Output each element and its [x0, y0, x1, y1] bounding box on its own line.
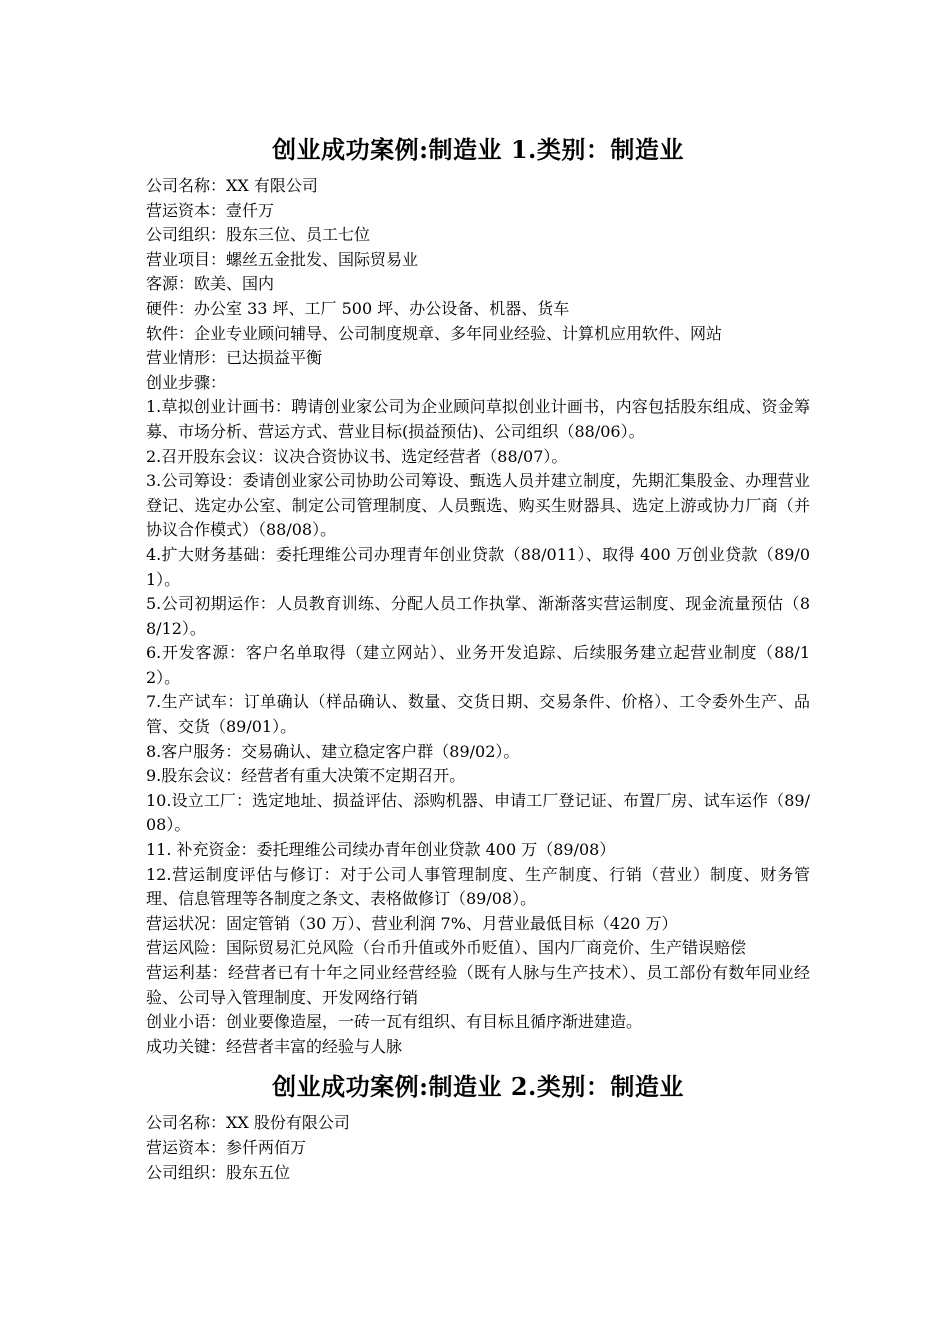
case1-step-7: 7.生产试车：订单确认（样品确认、数量、交货日期、交易条件、价格）、工令委外生产、品管、交货（89/01）。 [146, 692, 810, 737]
case1-business-items: 营业项目：螺丝五金批发、国际贸易业 [146, 249, 419, 269]
case1-step-3: 3.公司筹设：委请创业家公司协助公司筹设、甄选人员并建立制度，先期汇集股金、办理营业登记、选定办公室、制定公司管理制度、人员甄选、购买生财器具、选定上游或协力厂商（并协议合作模式）（88/08）。 [146, 471, 810, 540]
case1-step-1: 1.草拟创业计画书：聘请创业家公司为企业顾问草拟创业计画书，内容包括股东组成、资金筹募、市场分析、营运方式、营业目标(损益预估)、公司组织（88/06）。 [146, 397, 810, 441]
document-page [146, 128, 810, 1185]
case2-organization: 公司组织：股东五位 [146, 1162, 291, 1182]
case1-operating-status: 营运状况：固定管销（30 万）、营业利润 7%、月营业最低目标（420 万） [146, 913, 678, 933]
case1-hardware: 硬件：办公室 33 坪、工厂 500 坪、办公设备、机器、货车 [146, 298, 570, 318]
case1-company-name: 公司名称：XX 有限公司 [146, 176, 318, 195]
case1-step-2: 2.召开股东会议：议决合资协议书、选定经营者（88/07）。 [146, 446, 568, 466]
case1-success-key: 成功关键：经营者丰富的经验与人脉 [146, 1036, 403, 1056]
case1-step-6: 6.开发客源：客户名单取得（建立网站）、业务开发追踪、后续服务建立起营业制度（88/12）。 [146, 643, 810, 687]
case1-operating-risk: 营运风险：国际贸易汇兑风险（台币升值或外币贬值）、国内厂商竞价、生产错误赔偿 [146, 938, 747, 958]
case1-business-status: 营业情形：已达损益平衡 [146, 348, 323, 368]
case1-step-4: 4.扩大财务基础：委托理维公司办理青年创业贷款（88/011）、取得 400 万创业贷款（89/01）。 [146, 544, 810, 589]
case1-step-12: 12.营运制度评估与修订：对于公司人事管理制度、生产制度、行销（营业）制度、财务管理、信息管理等各制度之条文、表格做修订（89/08）。 [146, 864, 810, 909]
case2-company-name: 公司名称：XX 股份有限公司 [146, 1113, 350, 1133]
case2-title: 创业成功案例:制造业 2.类别：制造业 [272, 1072, 684, 1102]
case1-operating-advantage: 营运利基：经营者已有十年之同业经营经验（既有人脉与生产技术）、员工部份有数年同业经验、公司导入管理制度、开发网络行销 [146, 963, 810, 1007]
case1-software: 软件：企业专业顾问辅导、公司制度规章、多年同业经验、计算机应用软件、网站 [146, 323, 723, 343]
case1-body [146, 174, 810, 1059]
case1-startup-quote: 创业小语：创业要像造屋，一砖一瓦有组织、有目标且循序渐进建造。 [146, 1012, 643, 1032]
case2-body [146, 1111, 810, 1185]
case1-step-11: 11. 补充资金：委托理维公司续办青年创业贷款 400 万（89/08） [146, 840, 616, 860]
case1-steps-heading: 创业步骤： [146, 372, 227, 392]
case1-step-9: 9.股东会议：经营者有重大决策不定期召开。 [146, 766, 466, 786]
case1-organization: 公司组织：股东三位、员工七位 [146, 225, 371, 245]
case1-customers: 客源：欧美、国内 [146, 274, 275, 294]
case1-step-10: 10.设立工厂：选定地址、损益评估、添购机器、申请工厂登记证、布置厂房、试车运作（89/08）。 [146, 790, 810, 835]
case1-step-5: 5.公司初期运作：人员教育训练、分配人员工作执掌、渐渐落实营运制度、现金流量预估（88/12）。 [146, 594, 810, 638]
case1-step-8: 8.客户服务：交易确认、建立稳定客户群（89/02）。 [146, 741, 520, 761]
case1-title: 创业成功案例:制造业 1.类别：制造业 [272, 135, 684, 164]
case2-capital: 营运资本：参仟两佰万 [146, 1137, 307, 1157]
case1-capital: 营运资本：壹仟万 [146, 200, 275, 220]
